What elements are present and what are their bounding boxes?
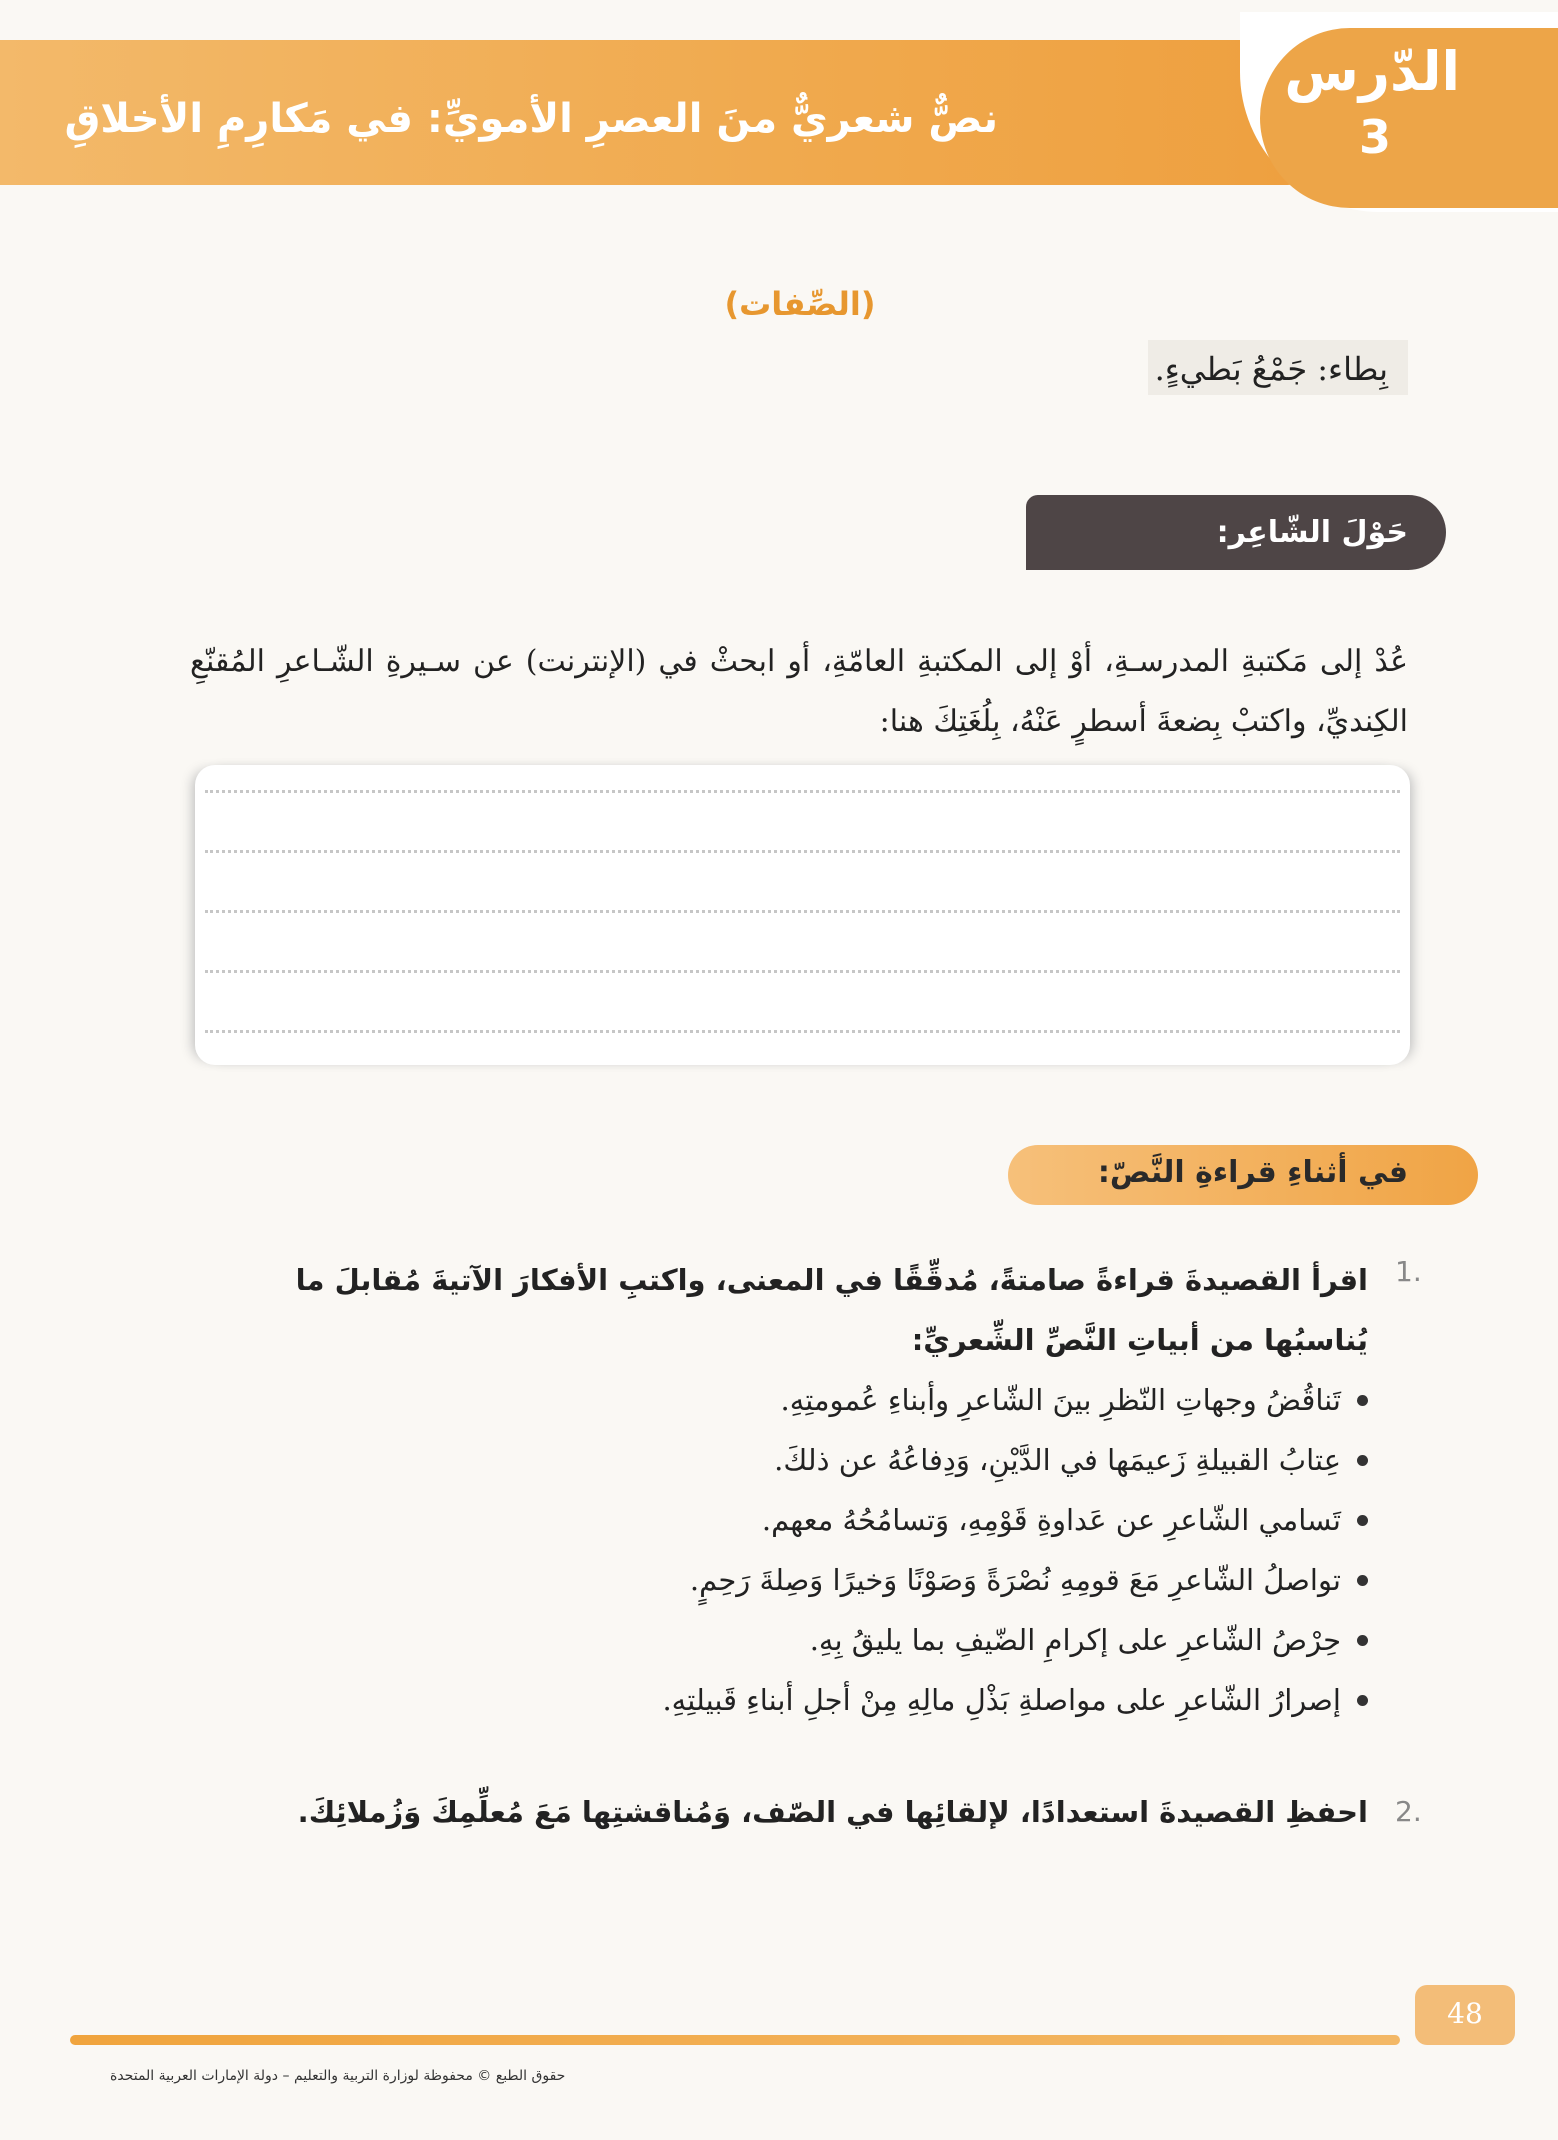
- list-item: تَسامي الشّاعرِ عن عَداوةِ قَوْمِهِ، وَتسامُحُهُ معهم.: [468, 1490, 1368, 1550]
- question-1-text: اقرأ القصيدةَ قراءةً صامتةً، مُدقِّقًا في المعنى، واكتبِ الأفكارَ الآتيةَ مُقابلَ ما يُناسبُها من أبياتِ النَّصِّ الشِّعريِّ:: [295, 1263, 1368, 1357]
- writing-line: [205, 970, 1400, 973]
- footer-bar: [70, 2035, 1400, 2045]
- list-item: تَناقُضُ وجهاتِ النّظرِ بينَ الشّاعرِ وأبناءِ عُمومتِهِ.: [468, 1370, 1368, 1430]
- writing-line: [205, 790, 1400, 793]
- bullet-icon: [1357, 1515, 1368, 1526]
- list-item: إصرارُ الشّاعرِ على مواصلةِ بَذْلِ مالِهِ مِنْ أجلِ أبناءِ قَبيلتِهِ.: [468, 1670, 1368, 1730]
- question-2-text: احفظِ القصيدةَ استعدادًا، لإلقائِها في الصّف، وَمُناقشتِها مَعَ مُعلِّمِكَ وَزُملائِكَ.: [297, 1795, 1368, 1829]
- vocabulary-section-label: (الصِّفات): [724, 285, 876, 323]
- while-reading-heading: في أثناءِ قراءةِ النَّصّ:: [1097, 1155, 1408, 1190]
- writing-line: [205, 910, 1400, 913]
- list-item: تواصلُ الشّاعرِ مَعَ قومِهِ نُصْرَةً وَصَوْنًا وَخيرًا وَصِلةَ رَحِمٍ.: [468, 1550, 1368, 1610]
- bullet-icon: [1357, 1455, 1368, 1466]
- bullet-icon: [1357, 1635, 1368, 1646]
- ideas-list: [468, 1370, 1368, 1730]
- page-number: 48: [1447, 1997, 1483, 2030]
- question-number: 2.: [1395, 1795, 1422, 1828]
- question-number: 1.: [1395, 1255, 1422, 1288]
- about-poet-instruction: عُدْ إلى مَكتبةِ المدرسـةِ، أوْ إلى المكتبةِ العامّةِ، أو ابحثْ في (الإنترنت) عن سـيرةِ الشّـاعرِ المُقنّعِ الكِنديِّ، واكتبْ بِضعةَ أسطرٍ عَنْهُ، بِلُغَتِكَ هنا:: [190, 644, 1408, 739]
- list-item: عِتابُ القبيلةِ زَعيمَها في الدَّيْنِ، وَدِفاعُهُ عن ذلكَ.: [468, 1430, 1368, 1490]
- lesson-title: نصٌّ شعريٌّ منَ العصرِ الأمويِّ: في مَكارِمِ الأخلاقِ: [64, 96, 998, 142]
- vocabulary-entry: بِطاء: جَمْعُ بَطيءٍ.: [1154, 350, 1388, 388]
- writing-line: [205, 850, 1400, 853]
- bullet-icon: [1357, 1395, 1368, 1406]
- bullet-icon: [1357, 1575, 1368, 1586]
- writing-line: [205, 1030, 1400, 1033]
- bullet-icon: [1357, 1695, 1368, 1706]
- lesson-label: الدّرس: [1284, 40, 1460, 103]
- copyright-notice: حقوق الطبع © محفوظة لوزارة التربية والتعليم – دولة الإمارات العربية المتحدة: [110, 2068, 566, 2084]
- lesson-number: 3: [1358, 110, 1391, 164]
- about-poet-heading: حَوْلَ الشّاعِر:: [1216, 515, 1408, 550]
- list-item: حِرْصُ الشّاعرِ على إكرامِ الضّيفِ بما يليقُ بِهِ.: [468, 1610, 1368, 1670]
- writing-area[interactable]: [195, 765, 1410, 1065]
